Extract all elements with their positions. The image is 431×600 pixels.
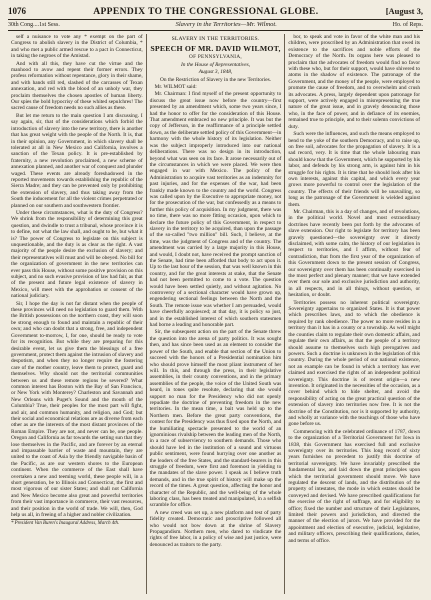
page-number: 1076 xyxy=(8,6,26,16)
chamber-label: Ho. of Reps. xyxy=(392,22,423,28)
speech-opening: Mr. WILMOT said: xyxy=(154,84,197,91)
paragraph: But let me return to the main question I am discussing. I say again, sir, that of the considerations which forbid the introduction of slavery into the new territory, there is another that has great weight with the people of the North. It is, that in their opinion, any Government, in which slavery shall be tolerated at all in New Mexico and California, involves a sanction of the Texan policy. It is pre-established by fraternity, a new revolution proclaimed, a new scheme of annexation planned, and another war of conquest and plunder waged. These events are already foreshadowed in the reported movements towards establishing the republic of the Sierra Madre; and they can be prevented only by prohibiting the extension of slavery, and thus taking away from the South the inducement for all the violent crimes perpetrated or planned on our southern and southwestern frontier. xyxy=(11,112,143,209)
column-right-body xyxy=(288,34,420,544)
speech-title: SPEECH OF MR. DAVID WILMOT, xyxy=(150,44,281,54)
speech-subject: On the Restriction of Slavery in the new Territories. xyxy=(160,76,271,83)
paragraph: self a nuisance to vote any * exempt on the part of Congress to abolish slavery in the District of Columbia, * and who met a public armed rescue to a pact in Connecticut, in taking the negroes of the Amistad. xyxy=(11,34,143,60)
header-rule xyxy=(8,19,423,20)
journal-title: APPENDIX TO THE CONGRESSIONAL GLOBE. xyxy=(93,7,319,17)
paragraph: Territories possess no inherent political sovereignty. Sovereignty appertains to organized States. It is that power which prescribes laws, and to which the obedience is required by rank obedience. The power no more resides in a territory than it has in a county or a township. As well might the counties claim to regulate their own domestic affairs, and regulate their own affairs, as that the people of a territory should assume to themselves such high prerogatives and powers. Such a doctrine is unknown in the legislation of this country. During the whole period of our national existence, not an example can be found in which a territory has ever claimed and exercised the rights of an independent political sovereignty. This doctrine is of recent origin—a new invention. It originated in the necessities of the occasion, as a cover behind which to hide shelter, and avoid the responsibility of acting on the great practical question of the extension of slavery into territories now free. It is not the doctrine of the Constitution, nor is it supported by authority, and wholly at variance with the teachings of those who have gone before us. xyxy=(288,299,421,428)
session-label: 30th Cong....1st Sess. xyxy=(8,22,60,28)
column-middle-body xyxy=(150,91,282,548)
text-columns xyxy=(8,34,423,594)
column-left xyxy=(8,34,146,594)
paragraph: bor, to speak and vote in favor of the white man and his children, were proscribed by an Administration that owed its existence to the sacrifices and noble efforts of the Democracy of the North. Its organs here was pleased to proclaim that the advocates of freedom would find no favor with these who, but for their support, would have shivered to atoms in the shadow of existence. The patronage of the Government, and the money of the people, were employed to promote the cause of freedom, and to overwhelm and crush its advocates. A press, largely dependent upon patronage for support, were actively engaged in misrepresenting the true nature of the great issue, and in gravely denouncing those who, in the face of power, and in defiance of its enemies, remained true to principle, and to their solemn convictions of duty. xyxy=(288,34,421,130)
paragraph: Mr. Chairman: I find myself of the present opportunity to discuss the great issue now before the country—first presented by an amendment which, some two years since, I had the honor to offer for the consideration of this House. That amendment embraced no new principle. It was but the copy of Jefferson, in the reaffirmance of a principle settled down, as the deliberate settled policy of this Government—in harmony with the whole history of its legislation. Neither was the subject improperly introduced into our national deliberations. There was no design in its introduction, beyond what was seen on its face. It arose necessarily out of the circumstances in which we were placed. We were then engaged in war with Mexico. The policy of the Administration to acquire vast territories as an indemnity for past injuries, and for the expenses of the war, had been frankly made known to the country and the world. Congress was called upon by the Executive to appropriate money, not for the prosecution of the war, but confessedly as a means to further this policy of acquisition. In my judgment, there was no time, there was no more fitting occasion, upon which to declare the future policy of this Government, in respect to slavery in the territory to be acquired, than upon the passage of the so-called "two million" bill. Such, I believe, at the time, was the judgment of Congress and of the country. The amendment was carried by a large majority in this House, and would, I doubt not, have received the prompt sanction of the Senate, had time been afforded that body to act upon it. Up to the last hour of the session, that was well known in this country, and for the great interests at stake, that the Senate had not been permitted to come to a vote. The question would have been settled quietly, and without agitation. No controversy of a sectional character would have grown up, engendering sectional feelings between the North and the South. The remote issue was whether I am persuaded, would have cheerfully acquiesced; at that day, it is policy so just, and in the established interest of which southern statesmen had borne a leading and honorable part. xyxy=(149,91,282,329)
speaker-state: OF PENNSYLVANIA, xyxy=(189,54,242,61)
paragraph: Sir, the subsequent action on the part of the Senate threw the question into the arena of party politics. It was sought then, and has since been used as an element to consider the power of the South, and enable that section of the Union to succeed with the honors of a Presidential nomination him who should prove himself the most pliant instrument of her will. In this, and through the press, in their legislative assemblies, in their county conventions, and in the primary assemblies of the people, the voice of the United South was heard, in tones quite resolute, declaring that she would support no man for the Presidency who did not openly repudiate the doctrine of preventing freedom in the new territories. In the mean time, a bait was held up to the Northern men. Before the great party conventions, the contest for the Presidency was thus fixed upon the North, and the humiliating spectacle presented to the world of an ignominious rivalship between the leading men of the North, in a race of subserviency to southern demands. Those who should have led in the institution of a sound and virtuous public sentiment, were found hurrying over one another as the leaders of the free States, and the standard-bearers in this struggle of freedom, were first and foremost in yielding to the mandates of the slave power. I speak as I believe truth demands, and in the true spirit of history will make up the record of the times. A great question, affecting the honor and character of the Republic, and the well-being of the whole laboring class, has been treated and manipulated, in a selfish scramble for office. xyxy=(149,329,282,509)
section-caption: SLAVERY IN THE TERRITORIES. xyxy=(171,36,260,42)
subhead xyxy=(8,21,423,30)
paragraph: And with all this, they have cut the virtue and the manhood to avow and repent their former errors. They profess reformation without repentance, glory in their shame, and with hands still red, slashed of the carcasses of Texan annexation, and red with the blood of an unholy war, they proclaim themselves the chosen apostles of human liberty. Our spies the bold hypocrisy of these whited sepulchres! The sacred cause of freedom needs no such allies as these. xyxy=(11,60,143,112)
column-right xyxy=(284,34,423,594)
header-date: [August 3, xyxy=(385,6,423,16)
running-head xyxy=(8,6,423,18)
column-middle xyxy=(146,34,285,594)
paragraph: A new creed was set up, a new platform and test of party fidelity created. Democratic and proscriptive followed all who would not bow down at the shrine of Slavery Propagandism. Northern men, who dared to vindicate the rights of free labor, in a policy of wise and just justice, were denounced as traitors to the party. xyxy=(149,509,282,548)
paragraph: Commencing with the celebrated ordinance of 1787, down to the organization of a Territorial Government for Iowa in 1838, this Government has exercised full and exclusive sovereignty over its territories. This long record of sixty years furnishes no precedent to justify this doctrine of territorial sovereignty. We have invariably prescribed the fundamental law, and laid down the great principles upon which the territorial government should move. We have regulated the descent of lands, and the distribution of the property of intestates, the mode in which estates should be conveyed and devised. We have prescribed qualifications for the exercise of the right of suffrage, and for eligibility to office; fixed the number and structure of their Legislatures, limited their powers and jurisdiction, and directed the manner of the election of jurors. We have provided for the appointment and election of executive, judicial, legislative, and military officers, prescribing their qualifications, duties, and terms of office. xyxy=(288,428,421,544)
venue: In the House of Representatives, xyxy=(180,61,251,68)
paragraph: Such were the influences, and such the means employed to bend to the yoke of the southern Democracy, and to raise up, on free soil, advocates for the propagation of slavery. It is a sad record, very. It is time that the whole labouring man should know that the Government, which he supported by his labor, and defends by his strong arm, is against him in his struggle for his rights. It is time that he should look after his own interests, against this capital, and which every year grows more powerful to control over the legislation of the country. The effects of their friends will be unavailing, so long as the patronage of the Government is wielded against them. xyxy=(288,131,421,208)
footnote: * President Van Buren's Inaugural Address, March 4th. xyxy=(11,519,143,527)
subhead-rule xyxy=(8,30,423,31)
paragraph: Mr. Chairman, this is a day of changes, and of revolutions, in the political world. Novel and most extraordinary doctrines have recently been put forth by the advocates of slave extension. Our right to legislate for territory has been gravely questioned—the sovereignty over it directly disclaimed, with some calm, the history of our legislation in respect to territories, and I affirm, without fear of contradiction, that from the first year of the organization of this Government down to the present session of Congress, our sovereignty over them has been continually exercised in the most perfect and plenary manner; that we have extended over them our sole and exclusive jurisdiction and authority, in all respects, and in all things, without question, or hesitation, or doubt. xyxy=(288,208,421,299)
paragraph: Under these circumstances, what is the duty of Congress? We shrink from the responsibility of determining this great question, and dwindle to trust a tribunal, whose province it is to define, not what the law shall, and ought to be, but what it is? The power of Congress to legislate on this subject is unquestionable, and the duty is as clear as the right. A vast majority of the people desire the exclusion of slavery; and their representatives will must and will be obeyed. No bill for the organization of government in the new territories can ever pass this House, without some positive provision on this subject, and no such evasive provision of law had fair, as that of the present and future legal existence of slavery in Mexico, will meet with the approbation or consent of the national judiciary. xyxy=(11,209,143,300)
speech-date: August 3, 1848, xyxy=(198,69,233,76)
paragraph: Sir, I hope the day is not far distant when the people of these provinces will need no legislation to guard them. With the British possessions on the northern coast, they will soon be strong enough to found and maintain a republic of their own; and who can doubt that a strong, free, and independent Government to-morrow, I, for one, should be ready to vote for its recognition. But while they are preparing for this desirable event, let us give them the blessings of a free government, protect them against the intrusion of slavery and despotism, and when they no longer require the fostering care of the mother country, leave them to protect, guard and themselves. Why should not the territorial communities between us and these remote regions be severed? What common interest has Boston with the Bay of San Francisco, or New York with Monterey? Charleston and Savannah and New Orleans with Puget's Sound and the mouth of the Columbia? True, their peoples for the most part will fight, and air, and common humanity, and religion, and God; but their social and economical relations are as diverse from each other as are the interests of the most distant provinces of the Roman Empire. They are not, and never can be, one people. Oregon and California as far towards the setting sun that they lose themselves in the Pacific, and are forever by an eternal and impassable barrier of waste and mountain, they are united to the coast of Asia by the friendly navigable basin of the Pacific, as are our western shores to the European continent. When the commerce of the East shall have overtaken a new and teeming world, these people will, in a short generation, be to Illinois and Connecticut, the first and most vigorous of our sister States; and shall not California and New Mexico become also great and powerful territories from their vast importance in commerce, their vast resources, and their position in the world of trade. We will, then, God help us all, in freeing of a higher and nobler civilization. xyxy=(11,300,143,519)
topic-label: Slavery in the Territories—Mr. Wilmot. xyxy=(175,21,277,28)
column-left-body xyxy=(11,34,143,518)
